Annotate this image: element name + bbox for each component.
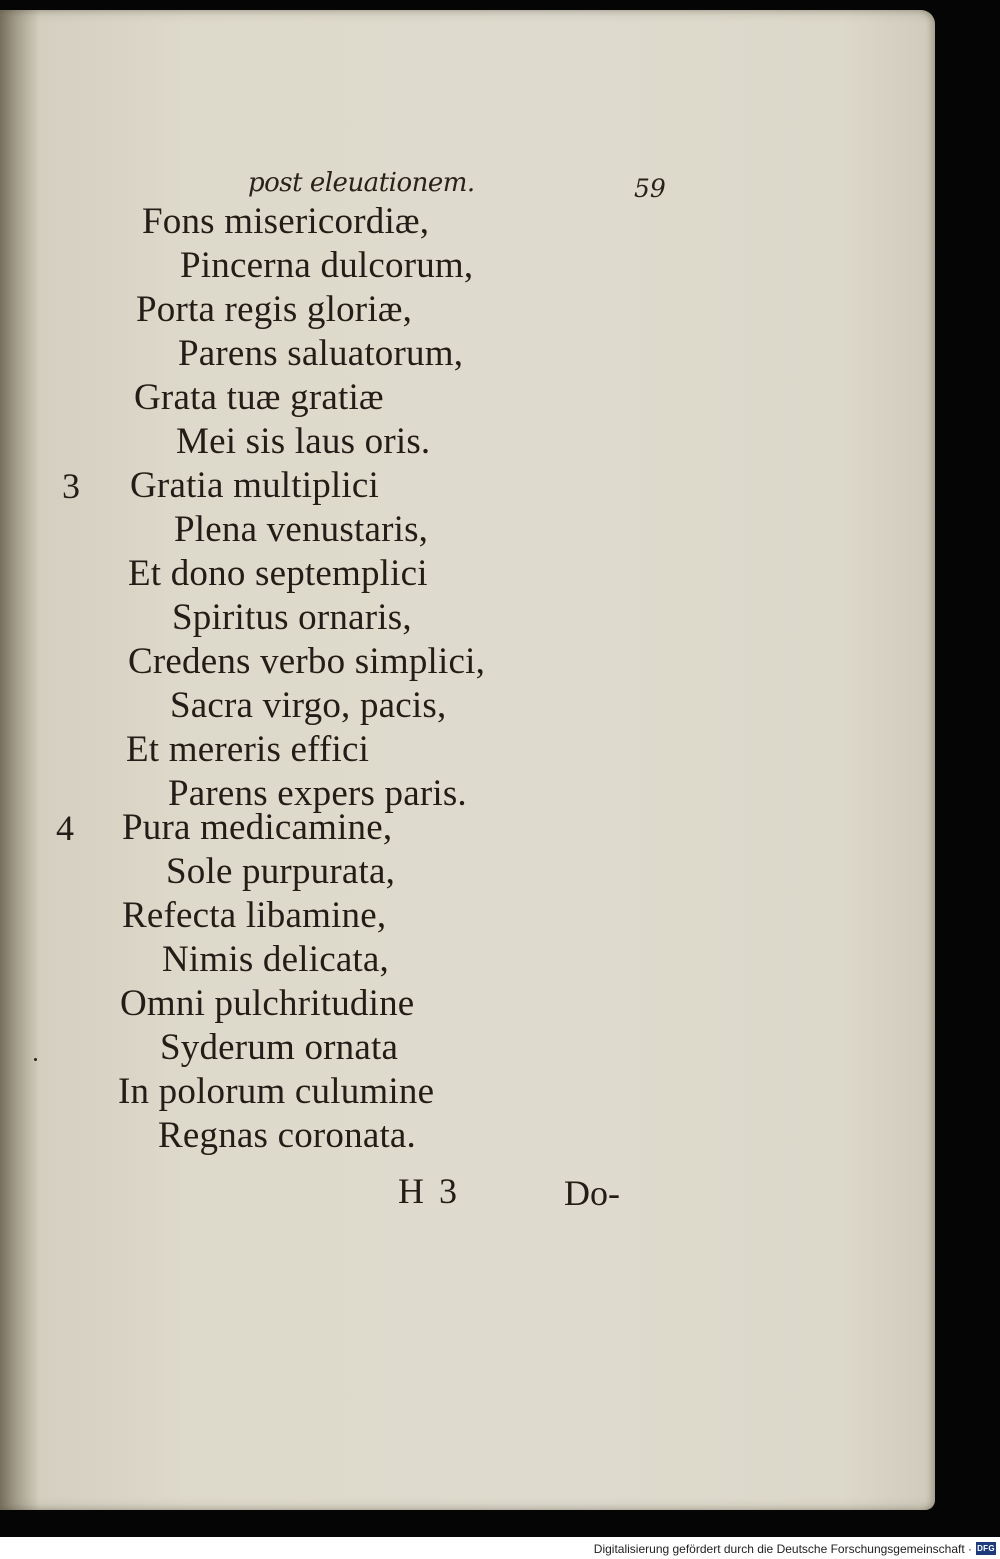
funding-credit: Digitalisierung gefördert durch die Deutsche Forschungsgemeinschaft ·	[593, 1542, 972, 1556]
verse-line: Porta regis gloriæ,	[136, 289, 413, 330]
verse-line: In polorum culumine	[118, 1071, 435, 1112]
verse-line: Parens saluatorum,	[178, 333, 464, 374]
verse-line: Refecta libamine,	[122, 895, 387, 936]
book-page	[0, 10, 935, 1510]
verse-line: Fons misericordiæ,	[142, 201, 430, 242]
verse-line: Parens expers paris.	[168, 773, 467, 814]
stanza-number: 3	[62, 466, 80, 506]
verse-line: Nimis delicata,	[162, 939, 389, 980]
verse-line: Spiritus ornaris,	[172, 597, 412, 638]
verse-line: Sole purpurata,	[166, 851, 396, 892]
verse-line: Regnas coronata.	[158, 1115, 416, 1156]
verse-line: Et mereris effici	[126, 729, 370, 770]
verse-line: Omni pulchritudine	[120, 983, 415, 1024]
verse-line: Credens verbo simplici,	[128, 641, 486, 682]
verse-line: Gratia multiplici	[130, 465, 379, 506]
signature-mark: H 3	[398, 1171, 457, 1211]
verse-line: Et dono septemplici	[128, 553, 428, 594]
verse-line: Syderum ornata	[160, 1027, 399, 1068]
dfg-logo-icon: DFG	[977, 1544, 995, 1553]
catchword: Do-	[564, 1173, 620, 1213]
footer-bar	[0, 1537, 1000, 1559]
running-head: post eleuationem.	[248, 168, 475, 198]
gutter-shadow	[0, 10, 40, 1510]
verse-line: Pura medicamine,	[122, 807, 393, 848]
verse-line: Grata tuæ gratiæ	[134, 377, 384, 418]
verse-line: Plena venustaris,	[174, 509, 429, 550]
verse-line: Mei sis laus oris.	[176, 421, 431, 462]
ink-speck	[34, 1058, 37, 1061]
verse-line: Pincerna dulcorum,	[180, 245, 474, 286]
page-number: 59	[634, 174, 666, 203]
stanza-number: 4	[56, 808, 74, 848]
verse-line: Sacra virgo, pacis,	[170, 685, 447, 726]
